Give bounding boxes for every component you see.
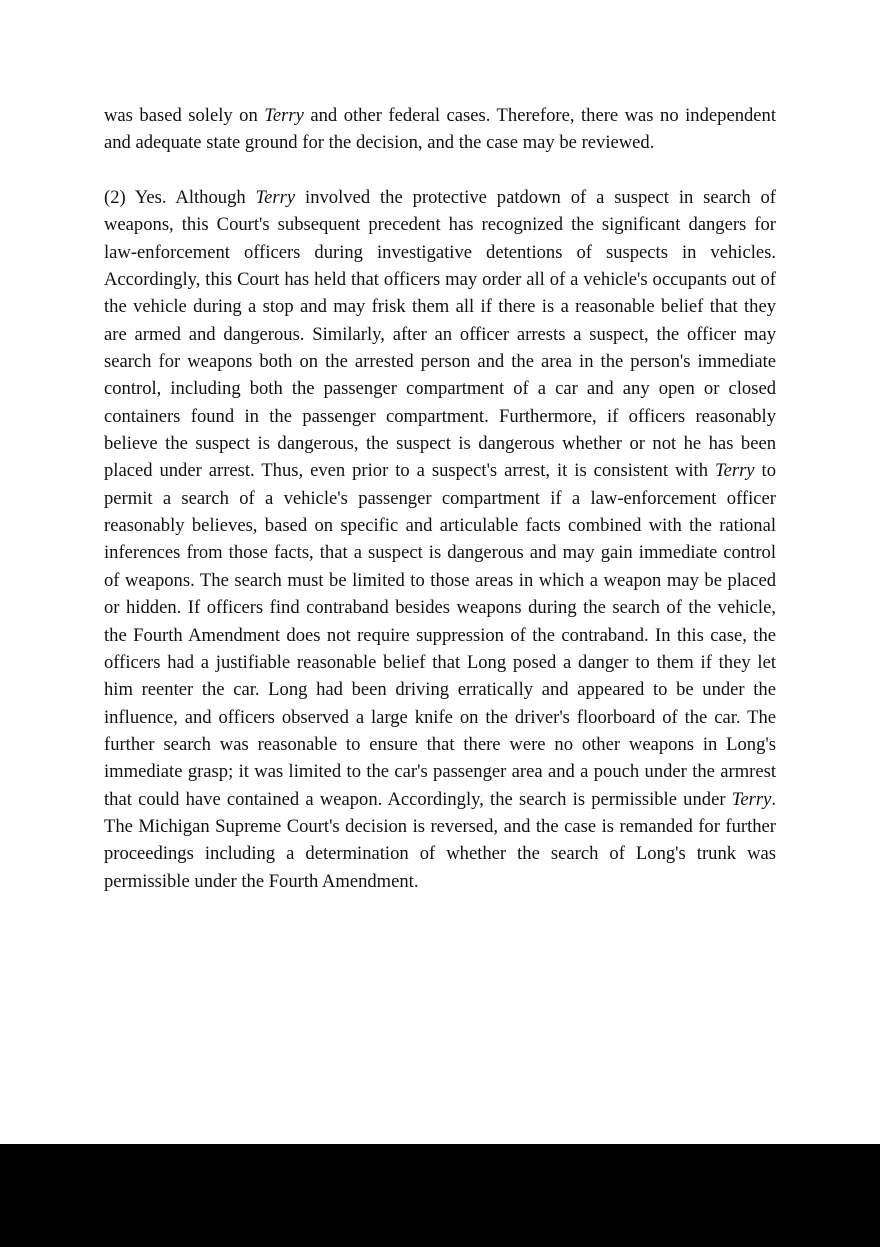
text-line	[104, 622, 776, 649]
text-segment: was based solely on	[104, 105, 265, 126]
text-line	[104, 567, 776, 594]
paragraph-2	[104, 184, 776, 895]
text-line	[104, 731, 776, 758]
text-line	[104, 704, 776, 731]
text-segment: weapons, this Court's subsequent precedent has recognized the significant dangers for	[104, 214, 776, 236]
text-segment: permissible under the Fourth Amendment.	[104, 870, 419, 892]
text-segment: proceedings including a determination of whether the search of Long's trunk was	[104, 843, 776, 865]
text-segment: the Fourth Amendment does not require suppression of the contraband. In this case, the	[104, 624, 776, 646]
text-segment: inferences from those facts, that a suspect is dangerous and may gain immediate control	[104, 542, 776, 564]
text-segment: .	[771, 788, 776, 810]
text-segment: are armed and dangerous. Similarly, after an officer arrests a suspect, the officer may	[104, 323, 776, 345]
text-line	[104, 102, 776, 129]
text-segment: or hidden. If officers find contraband besides weapons during the search of the vehicle,	[104, 597, 776, 619]
text-line	[104, 321, 776, 348]
case-name-italic: Terry	[264, 105, 304, 126]
case-name-italic: Terry	[255, 187, 296, 208]
case-name-italic: Terry	[731, 788, 772, 810]
text-segment: containers found in the passenger compartment. Furthermore, if officers reasonably	[104, 405, 776, 427]
text-line	[104, 239, 776, 266]
text-segment: of weapons. The search must be limited to those areas in which a weapon may be placed	[104, 569, 776, 591]
text-segment: influence, and officers observed a large knife on the driver's floorboard of the car. The	[104, 706, 776, 728]
text-segment: officers had a justifiable reasonable belief that Long posed a danger to them if they let	[104, 651, 776, 673]
text-line	[104, 430, 776, 457]
text-segment: (2) Yes. Although	[104, 187, 256, 208]
text-segment: law-enforcement officers during investigative detentions of suspects in vehicles.	[104, 241, 776, 263]
text-segment: to	[754, 460, 776, 482]
text-segment: control, including both the passenger compartment of a car and any open or closed	[104, 378, 776, 400]
text-line	[104, 211, 776, 238]
text-line	[104, 293, 776, 320]
text-segment: believe the suspect is dangerous, the suspect is dangerous whether or not he has been	[104, 433, 776, 455]
text-line	[104, 649, 776, 676]
text-segment: Accordingly, this Court has held that officers may order all of a vehicle's occupants out of	[104, 269, 776, 291]
text-line	[104, 840, 776, 867]
text-line	[104, 512, 776, 539]
text-segment: permit a search of a vehicle's passenger compartment if a law-enforcement officer	[104, 487, 776, 509]
text-line	[104, 129, 776, 156]
text-line	[104, 266, 776, 293]
text-line	[104, 403, 776, 430]
text-segment: The Michigan Supreme Court's decision is reversed, and the case is remanded for further	[104, 815, 776, 837]
text-segment: further search was reasonable to ensure that there were no other weapons in Long's	[104, 733, 776, 755]
text-segment: involved the protective patdown of a suspect in search of	[295, 187, 776, 208]
text-segment: search for weapons both on the arrested person and the area in the person's immediate	[104, 351, 776, 373]
text-segment: reasonably believes, based on specific and articulable facts combined with the rational	[104, 515, 776, 537]
text-segment: the vehicle during a stop and may frisk them all if there is a reasonable belief that they	[104, 296, 776, 318]
text-line	[104, 348, 776, 375]
text-segment: and other federal cases. Therefore, there was no independent	[303, 105, 777, 126]
text-line	[104, 594, 776, 621]
text-line	[104, 457, 776, 484]
text-line	[104, 868, 776, 895]
text-line	[104, 676, 776, 703]
text-line	[104, 758, 776, 785]
text-line	[104, 813, 776, 840]
text-segment: placed under arrest. Thus, even prior to a suspect's arrest, it is consistent with	[104, 460, 715, 482]
text-line	[104, 485, 776, 512]
text-segment: and adequate state ground for the decision, and the case may be reviewed.	[104, 132, 655, 154]
text-line	[104, 184, 776, 211]
text-line	[104, 539, 776, 566]
case-name-italic: Terry	[714, 460, 755, 482]
text-segment: him reenter the car. Long had been driving erratically and appeared to be under the	[104, 679, 776, 701]
text-line	[104, 786, 776, 813]
text-line	[104, 375, 776, 402]
bottom-black-band	[0, 1144, 880, 1247]
paragraph-1	[104, 102, 776, 157]
text-segment: that could have contained a weapon. Accordingly, the search is permissible under	[104, 788, 732, 810]
text-segment: immediate grasp; it was limited to the car's passenger area and a pouch under the armrest	[104, 761, 776, 783]
